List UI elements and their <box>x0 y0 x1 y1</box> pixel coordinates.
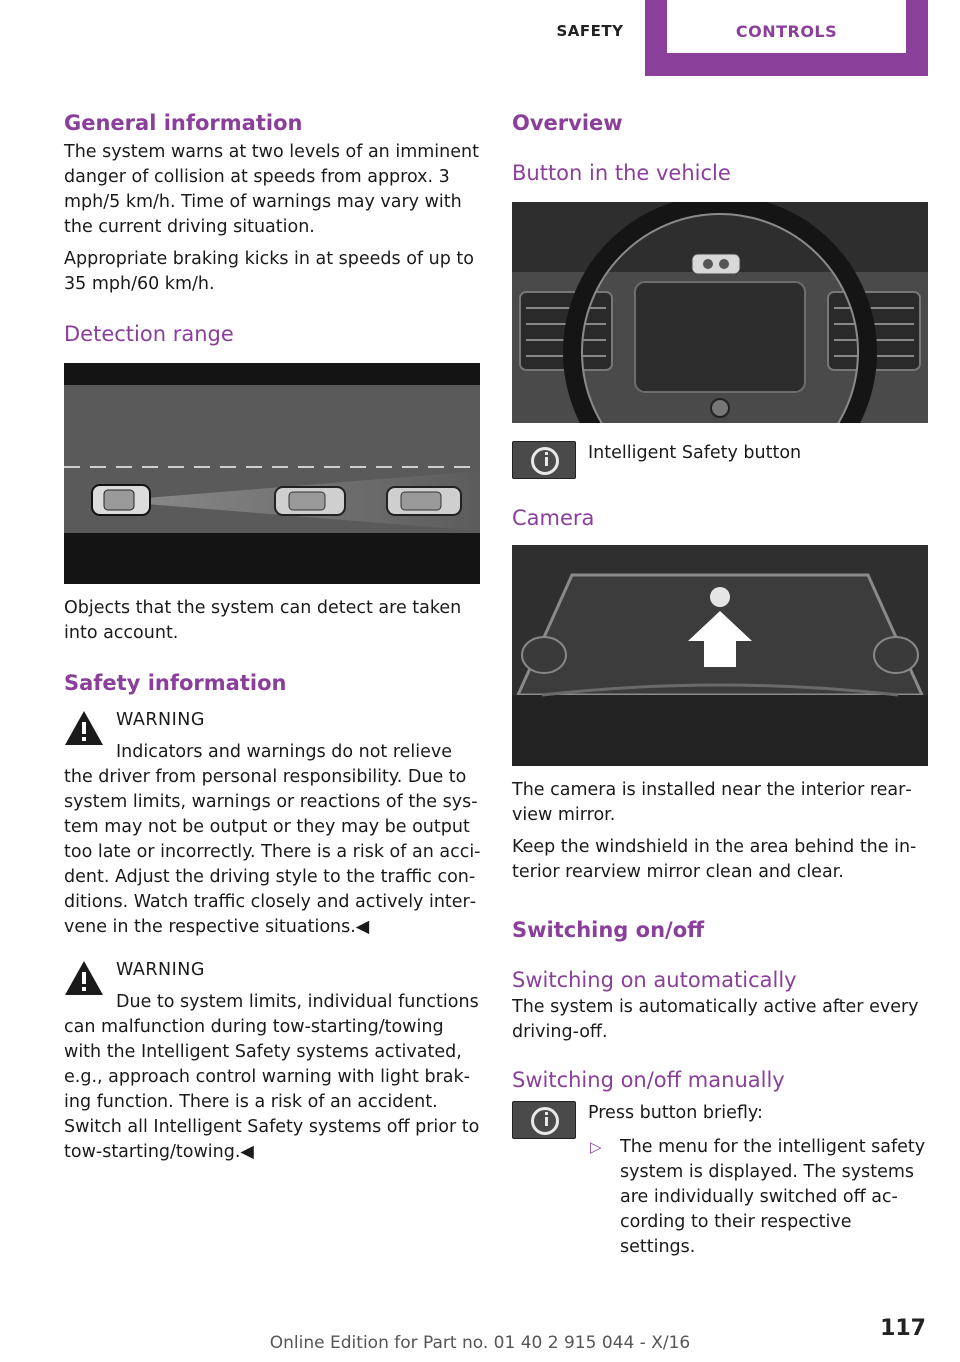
intelligent-safety-button-row <box>512 441 930 481</box>
switch-on-auto-text: The system is automatically active after every driving-off. <box>512 997 919 1042</box>
page-number: 117 <box>880 1316 926 1341</box>
warning-1-label: WARNING <box>116 710 205 730</box>
warning-1-text: the driver from personal responsibility. Due to system limits, warnings or reactions of the sys‐tem may not be output or they may be output too late or incorrectly. There is a risk of an acci‐dent. Adjust the driving style to the traffic con‐ditions. Watch traffic closely and actively inter‐vene in the respective situations.◀ <box>64 767 481 937</box>
intelligent-safety-button-label: Intelligent Safety button <box>588 443 802 463</box>
intelligent-safety-button-icon <box>512 1101 576 1139</box>
button-in-vehicle-heading: Button in the vehicle <box>512 161 731 185</box>
dashboard-figure <box>512 202 928 423</box>
press-button-label: Press button briefly: <box>588 1103 763 1123</box>
camera-heading: Camera <box>512 506 595 530</box>
general-info-p1: The system warns at two levels of an imminent danger of collision at speeds from approx. 3 mph/5 km/h. Time of warnings may vary with the current driving situation. <box>64 142 479 237</box>
left-column <box>64 108 482 1165</box>
vehicle-ahead-1 <box>275 487 345 515</box>
header-tabs <box>0 0 960 76</box>
camera-text-2: Keep the windshield in the area behind the in‐terior rearview mirror clean and clear. <box>512 837 917 882</box>
press-button-row <box>512 1101 930 1135</box>
own-car <box>92 485 150 515</box>
switch-manual-heading: Switching on/off manually <box>512 1068 785 1092</box>
general-info-heading: General information <box>64 111 303 135</box>
detection-range-heading: Detection range <box>64 322 234 346</box>
safety-info-heading: Safety information <box>64 671 287 695</box>
warning-1 <box>64 708 482 940</box>
warning-triangle-icon <box>64 960 104 996</box>
detection-range-illustration <box>64 363 480 584</box>
camera-figure <box>512 545 928 766</box>
bullet-menu-text: The menu for the intelligent safety system is displayed. The systems are individually switched off ac‐cording to their respective settings. <box>620 1137 926 1257</box>
camera-text-1: The camera is installed near the interior rear‐view mirror. <box>512 780 912 825</box>
detection-caption: Objects that the system can detect are taken into account. <box>64 598 462 643</box>
warning-2-first-line: Due to system limits, individual functions <box>116 992 479 1012</box>
camera-illustration <box>512 545 928 766</box>
bullet-menu <box>512 1135 930 1260</box>
general-info-p2: Appropriate braking kicks in at speeds of up to 35 mph/60 km/h. <box>64 249 474 294</box>
intelligent-safety-button-icon <box>512 441 576 479</box>
vehicle-ahead-2 <box>387 487 461 515</box>
warning-1-first-line: Indicators and warnings do not relieve <box>116 742 453 762</box>
overview-heading: Overview <box>512 111 623 135</box>
warning-2 <box>64 958 482 1165</box>
tab-controls-label: CONTROLS <box>667 0 906 53</box>
bullet-marker-icon: ▷ <box>590 1138 602 1156</box>
dashboard-illustration <box>512 202 928 423</box>
tab-controls[interactable] <box>645 0 928 76</box>
tab-safety[interactable]: SAFETY <box>556 22 624 40</box>
detection-range-figure <box>64 363 480 584</box>
switch-on-auto-heading: Switching on automatically <box>512 968 797 992</box>
right-column <box>512 108 930 1260</box>
footer <box>0 1325 960 1362</box>
edition-info: Online Edition for Part no. 01 40 2 915 044 - X/16 <box>269 1333 691 1353</box>
switching-heading: Switching on/off <box>512 918 705 942</box>
warning-2-text: can malfunction during tow-starting/towing with the Intelligent Safety systems activated, e.g., approach control warning with light brak‐ing function. There is a risk of an accident. Switch all Intelligent Safety systems off prior to tow-starting/towing.◀ <box>64 1017 480 1162</box>
warning-2-label: WARNING <box>116 960 205 980</box>
warning-triangle-icon <box>64 710 104 746</box>
